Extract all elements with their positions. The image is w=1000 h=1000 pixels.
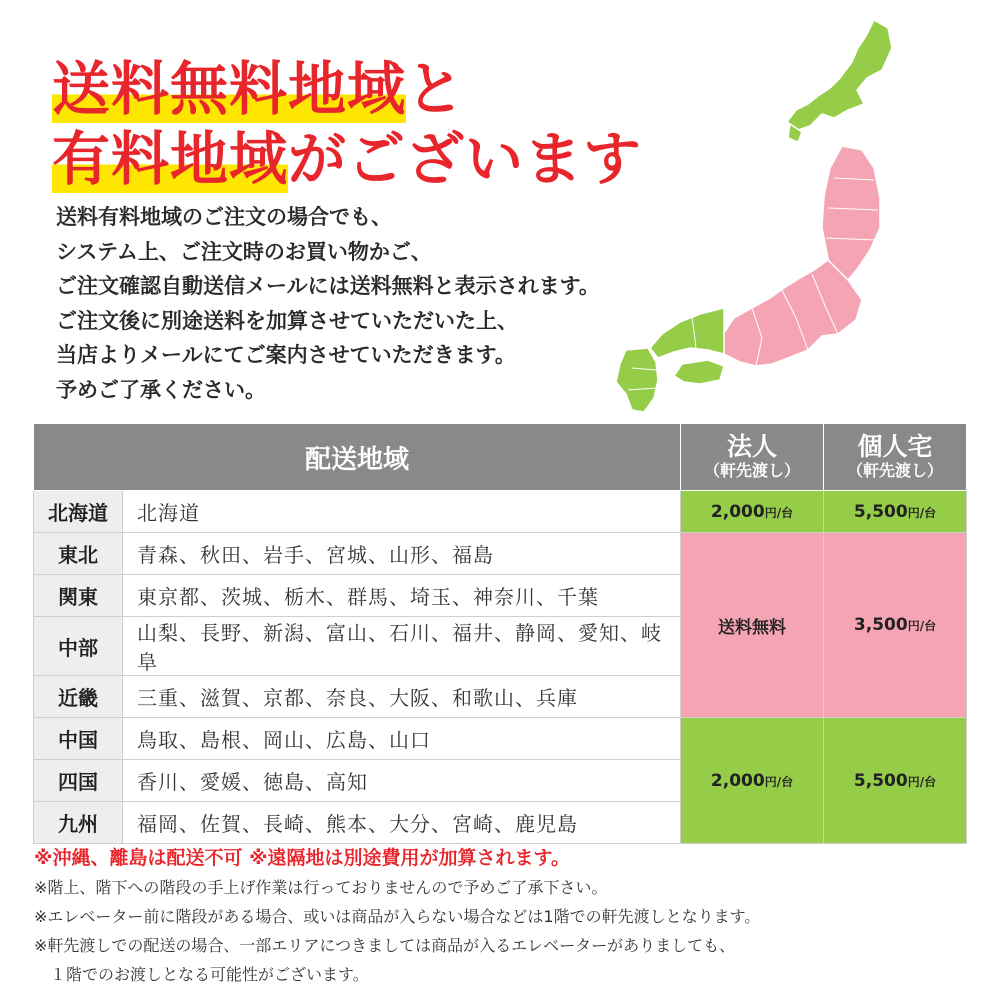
headline-free-area: 送料無料地域 xyxy=(52,55,407,123)
price-unit: 円/台 xyxy=(764,774,794,789)
headline-paid-area: 有料地域 xyxy=(52,125,289,193)
region-name: 東北 xyxy=(34,533,123,575)
region-name: 関東 xyxy=(34,575,123,617)
price-value: 5,500 xyxy=(853,770,908,791)
table-row xyxy=(34,718,967,760)
intro-line: ご注文確認自動送信メールには送料無料と表示されます。 xyxy=(56,274,600,298)
price-corporate-central: 送料無料 xyxy=(681,533,824,718)
price-individual-central xyxy=(824,533,967,718)
headline-exists: がございます xyxy=(288,125,643,193)
intro-line: 予めご了承ください。 xyxy=(56,377,266,402)
note-line: ※エレベーター前に階段がある場合、或いは商品が入らない場合などは1階での軒先渡しとなります。 xyxy=(34,907,761,926)
chugoku-shape xyxy=(650,308,724,358)
note-line: ※軒先渡しでの配送の場合、一部エリアにつきましては商品が入るエレベーターがありましても、 xyxy=(34,936,736,955)
note-line: １階でのお渡しとなる可能性がございます。 xyxy=(34,965,369,984)
honshu-central-shape xyxy=(722,260,862,366)
notes-section xyxy=(34,843,760,989)
intro-line: 送料有料地域のご注文の場合でも、 xyxy=(56,205,392,229)
price-individual-west xyxy=(824,718,967,844)
price-corporate-west xyxy=(681,718,824,844)
header-corporate-label: 法人 xyxy=(727,432,778,461)
headline-line-1 xyxy=(52,55,466,123)
prefecture-list: 三重、滋賀、京都、奈良、大阪、和歌山、兵庫 xyxy=(123,676,681,718)
prefecture-list: 東京都、茨城、栃木、群馬、埼玉、神奈川、千葉 xyxy=(123,575,681,617)
header-individual xyxy=(824,424,967,491)
price-unit: 円/台 xyxy=(907,774,937,789)
price-unit: 円/台 xyxy=(907,619,937,633)
japan-map-illustration xyxy=(612,18,897,418)
intro-line: システム上、ご注文時のお買い物かご、 xyxy=(56,239,432,264)
prefecture-list: 青森、秋田、岩手、宮城、山形、福島 xyxy=(123,533,681,575)
region-name: 北海道 xyxy=(34,491,123,533)
price-value: 2,000 xyxy=(710,770,765,791)
region-name: 中国 xyxy=(34,718,123,760)
shikoku-shape xyxy=(674,360,724,384)
warning-note: ※沖縄、離島は配送不可 ※遠隔地は別途費用が加算されます。 xyxy=(34,847,571,869)
price-unit: 円/台 xyxy=(764,505,794,520)
prefecture-list: 福岡、佐賀、長崎、熊本、大分、宮崎、鹿児島 xyxy=(123,802,681,844)
prefecture-list: 山梨、長野、新潟、富山、石川、福井、静岡、愛知、岐阜 xyxy=(123,617,681,676)
header-individual-sub: （軒先渡し） xyxy=(847,461,944,480)
headline-line-2 xyxy=(52,125,643,193)
intro-line: 当店よりメールにてご案内させていただきます。 xyxy=(56,343,516,367)
note-line: ※階上、階下への階段の手上げ作業は行っておりませんので予めご了承下さい。 xyxy=(34,878,608,897)
tohoku-shape xyxy=(822,146,880,280)
price-individual-hokkaido xyxy=(824,491,967,533)
prefecture-list: 鳥取、島根、岡山、広島、山口 xyxy=(123,718,681,760)
prefecture-list: 香川、愛媛、徳島、高知 xyxy=(123,760,681,802)
price-value: 3,500 xyxy=(853,615,908,635)
table-row xyxy=(34,533,967,575)
region-name: 九州 xyxy=(34,802,123,844)
header-corporate-sub: （軒先渡し） xyxy=(704,461,801,480)
header-corporate xyxy=(681,424,824,491)
price-unit: 円/台 xyxy=(907,505,937,520)
shipping-fee-table xyxy=(33,423,967,844)
kyushu-shape xyxy=(616,348,658,412)
price-value: 5,500 xyxy=(853,501,908,522)
region-name: 近畿 xyxy=(34,676,123,718)
table-row xyxy=(34,491,967,533)
hokkaido-shape xyxy=(787,20,892,130)
table-header-row xyxy=(34,424,967,491)
region-name: 中部 xyxy=(34,617,123,676)
region-name: 四国 xyxy=(34,760,123,802)
intro-line: ご注文後に別途送料を加算させていただいた上、 xyxy=(56,308,518,333)
prefecture-list: 北海道 xyxy=(123,491,681,533)
price-value: 2,000 xyxy=(710,501,765,522)
intro-text xyxy=(56,200,600,407)
headline-to: と xyxy=(406,55,466,123)
header-delivery-area: 配送地域 xyxy=(34,424,681,491)
header-individual-label: 個人宅 xyxy=(857,432,933,461)
price-corporate-hokkaido xyxy=(681,491,824,533)
